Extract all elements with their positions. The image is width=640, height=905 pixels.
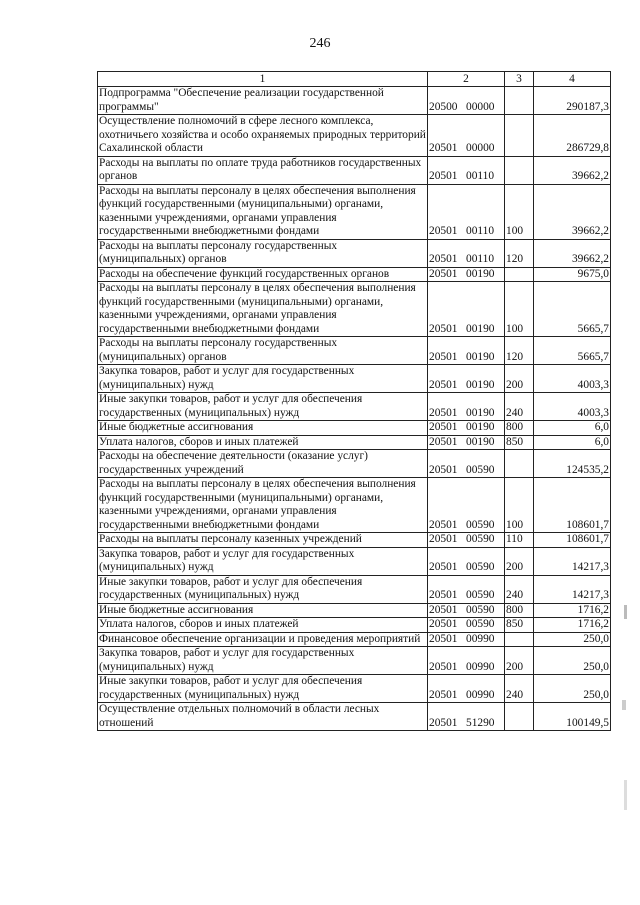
code-part-2: 00110 [466, 253, 495, 265]
table-row [98, 282, 611, 337]
row-code-cell [428, 365, 505, 393]
code-part-1: 20501 [429, 435, 458, 448]
row-code-cell [428, 575, 505, 603]
row-type-cell [505, 267, 534, 282]
row-code-cell [428, 421, 505, 436]
row-name-cell: Расходы на выплаты персоналу государственных (муниципальных) органов [98, 239, 428, 267]
row-amount-cell: 286729,8 [534, 115, 611, 157]
row-name-cell: Осуществление отдельных полномочий в области лесных отношений [98, 703, 428, 731]
code-part-2: 00590 [466, 533, 495, 545]
table-row [98, 87, 611, 115]
code-part-1: 20501 [429, 421, 458, 433]
row-name-cell: Финансовое обеспечение организации и проведения мероприятий [98, 632, 428, 647]
row-code-cell [428, 703, 505, 731]
row-type-cell [505, 703, 534, 731]
code-part-2: 00000 [466, 100, 495, 113]
table-row [98, 267, 611, 282]
code-part-1: 20501 [429, 378, 458, 391]
row-type-cell: 100 [505, 282, 534, 337]
row-amount-cell: 4003,3 [534, 393, 611, 421]
scan-artifact [624, 605, 627, 619]
column-header-amount: 4 [534, 72, 611, 87]
row-type-cell [505, 156, 534, 184]
table-row [98, 239, 611, 267]
row-code-cell [428, 156, 505, 184]
scan-artifact [624, 780, 627, 810]
row-amount-cell: 39662,2 [534, 239, 611, 267]
row-type-cell: 850 [505, 618, 534, 633]
table-row [98, 337, 611, 365]
column-header-name: 1 [98, 72, 428, 87]
row-type-cell: 120 [505, 337, 534, 365]
code-part-2: 00190 [466, 421, 495, 433]
column-header-code: 2 [428, 72, 505, 87]
code-part-2: 00990 [466, 688, 495, 701]
row-amount-cell: 250,0 [534, 632, 611, 647]
row-type-cell [505, 87, 534, 115]
table-row [98, 156, 611, 184]
scan-artifact [622, 700, 626, 710]
code-part-1: 20501 [429, 660, 458, 673]
row-name-cell: Подпрограмма "Обеспечение реализации государственной программы" [98, 87, 428, 115]
row-name-cell: Уплата налогов, сборов и иных платежей [98, 435, 428, 450]
code-part-2: 00000 [466, 142, 495, 154]
row-name-cell: Иные закупки товаров, работ и услуг для обеспечения государственных (муниципальных) нужд [98, 675, 428, 703]
code-part-1: 20501 [429, 518, 458, 531]
row-code-cell [428, 533, 505, 548]
code-part-1: 20501 [429, 603, 458, 616]
row-amount-cell: 108601,7 [534, 478, 611, 533]
table-row [98, 675, 611, 703]
row-type-cell [505, 450, 534, 478]
code-part-1: 20501 [429, 170, 458, 182]
code-part-1: 20501 [429, 253, 458, 265]
row-code-cell [428, 393, 505, 421]
code-part-1: 20501 [429, 561, 458, 573]
row-amount-cell: 6,0 [534, 421, 611, 436]
column-header-type: 3 [505, 72, 534, 87]
row-type-cell: 100 [505, 478, 534, 533]
row-code-cell [428, 675, 505, 703]
code-part-2: 00590 [466, 561, 495, 573]
code-part-1: 20501 [429, 142, 458, 154]
row-name-cell: Расходы на выплаты персоналу в целях обеспечения выполнения функций государственными (муниципальными) органами, казенными учреждениями, органами управления государственными внебюджетными фондами [98, 184, 428, 239]
table-row [98, 575, 611, 603]
row-name-cell: Расходы на выплаты персоналу в целях обеспечения выполнения функций государственными (муниципальными) органами, казенными учреждениями, органами управления государственными внебюджетными фондами [98, 282, 428, 337]
row-name-cell: Иные бюджетные ассигнования [98, 603, 428, 618]
code-part-1: 20501 [429, 533, 458, 545]
code-part-1: 20501 [429, 589, 458, 601]
table-row [98, 533, 611, 548]
table-row [98, 618, 611, 633]
row-code-cell [428, 239, 505, 267]
row-type-cell: 120 [505, 239, 534, 267]
row-code-cell [428, 282, 505, 337]
table-row [98, 184, 611, 239]
row-name-cell: Иные закупки товаров, работ и услуг для обеспечения государственных (муниципальных) нужд [98, 393, 428, 421]
row-type-cell: 800 [505, 421, 534, 436]
row-type-cell: 200 [505, 365, 534, 393]
row-name-cell: Уплата налогов, сборов и иных платежей [98, 618, 428, 633]
code-part-2: 00990 [466, 632, 495, 645]
row-type-cell [505, 115, 534, 157]
code-part-2: 00190 [466, 378, 495, 391]
row-amount-cell: 39662,2 [534, 156, 611, 184]
table-row [98, 603, 611, 618]
code-part-1: 20501 [429, 406, 458, 419]
row-type-cell: 240 [505, 575, 534, 603]
row-name-cell: Иные бюджетные ассигнования [98, 421, 428, 436]
table-row [98, 115, 611, 157]
row-amount-cell: 39662,2 [534, 184, 611, 239]
row-name-cell: Закупка товаров, работ и услуг для государственных (муниципальных) нужд [98, 365, 428, 393]
code-part-1: 20501 [429, 350, 458, 363]
row-name-cell: Иные закупки товаров, работ и услуг для обеспечения государственных (муниципальных) нужд [98, 575, 428, 603]
code-part-1: 20501 [429, 618, 458, 630]
code-part-2: 51290 [466, 716, 495, 729]
table-row [98, 547, 611, 575]
table-row [98, 703, 611, 731]
row-name-cell: Расходы на обеспечение функций государственных органов [98, 267, 428, 282]
row-name-cell: Расходы на выплаты персоналу казенных учреждений [98, 533, 428, 548]
row-type-cell: 800 [505, 603, 534, 618]
code-part-1: 20501 [429, 225, 458, 237]
table-row [98, 435, 611, 450]
row-code-cell [428, 450, 505, 478]
row-code-cell [428, 632, 505, 647]
row-type-cell: 100 [505, 184, 534, 239]
row-code-cell [428, 618, 505, 633]
row-amount-cell: 9675,0 [534, 267, 611, 282]
table-row [98, 632, 611, 647]
row-amount-cell: 5665,7 [534, 282, 611, 337]
row-type-cell: 240 [505, 393, 534, 421]
row-name-cell: Расходы на обеспечение деятельности (оказание услуг) государственных учреждений [98, 450, 428, 478]
row-code-cell [428, 435, 505, 450]
row-type-cell: 240 [505, 675, 534, 703]
row-amount-cell: 124535,2 [534, 450, 611, 478]
row-name-cell: Расходы на выплаты персоналу в целях обеспечения выполнения функций государственными (муниципальными) органами, казенными учреждениями, органами управления государственными внебюджетными фондами [98, 478, 428, 533]
row-code-cell [428, 603, 505, 618]
row-code-cell [428, 478, 505, 533]
row-amount-cell: 250,0 [534, 647, 611, 675]
row-code-cell [428, 87, 505, 115]
table-row [98, 393, 611, 421]
row-code-cell [428, 337, 505, 365]
row-name-cell: Расходы на выплаты персоналу государственных (муниципальных) органов [98, 337, 428, 365]
table-header-row [98, 72, 611, 87]
row-amount-cell: 1716,2 [534, 603, 611, 618]
table-row [98, 421, 611, 436]
code-part-1: 20501 [429, 716, 458, 729]
row-amount-cell: 1716,2 [534, 618, 611, 633]
row-name-cell: Закупка товаров, работ и услуг для государственных (муниципальных) нужд [98, 547, 428, 575]
code-part-2: 00590 [466, 618, 495, 630]
code-part-2: 00190 [466, 350, 495, 363]
row-type-cell: 110 [505, 533, 534, 548]
row-code-cell [428, 115, 505, 157]
row-code-cell [428, 647, 505, 675]
code-part-1: 20501 [429, 688, 458, 701]
row-amount-cell: 4003,3 [534, 365, 611, 393]
row-amount-cell: 14217,3 [534, 575, 611, 603]
row-code-cell [428, 267, 505, 282]
code-part-2: 00590 [466, 463, 495, 476]
page-number: 246 [309, 36, 331, 51]
code-part-1: 20501 [429, 267, 458, 280]
code-part-2: 00590 [466, 518, 495, 531]
row-name-cell: Осуществление полномочий в сфере лесного комплекса, охотничьего хозяйства и особо охраняемых природных территорий Сахалинской области [99, 115, 426, 154]
row-amount-cell: 100149,5 [534, 703, 611, 731]
code-part-2: 00110 [466, 170, 495, 182]
row-type-cell [505, 632, 534, 647]
budget-table [97, 71, 611, 731]
row-name-cell: Расходы на выплаты по оплате труда работников государственных органов [98, 156, 428, 184]
row-type-cell: 850 [505, 435, 534, 450]
row-code-cell [428, 547, 505, 575]
code-part-1: 20501 [429, 322, 458, 335]
row-name-cell: Закупка товаров, работ и услуг для государственных (муниципальных) нужд [98, 647, 428, 675]
table-row [98, 478, 611, 533]
code-part-2: 00990 [466, 660, 495, 673]
row-amount-cell: 108601,7 [534, 533, 611, 548]
row-amount-cell: 6,0 [534, 435, 611, 450]
code-part-1: 20501 [429, 463, 458, 476]
row-amount-cell: 290187,3 [534, 87, 611, 115]
row-amount-cell: 5665,7 [534, 337, 611, 365]
table-row [98, 450, 611, 478]
code-part-2: 00590 [466, 589, 495, 601]
code-part-1: 20500 [429, 100, 458, 113]
code-part-2: 00190 [466, 406, 495, 419]
row-type-cell: 200 [505, 647, 534, 675]
row-amount-cell: 250,0 [534, 675, 611, 703]
code-part-2: 00190 [466, 435, 495, 448]
table-row [98, 365, 611, 393]
code-part-2: 00190 [466, 322, 495, 335]
code-part-2: 00590 [466, 603, 495, 616]
row-code-cell [428, 184, 505, 239]
row-type-cell: 200 [505, 547, 534, 575]
code-part-2: 00190 [466, 267, 495, 280]
table-row [98, 647, 611, 675]
row-amount-cell: 14217,3 [534, 547, 611, 575]
code-part-2: 00110 [466, 225, 495, 237]
code-part-1: 20501 [429, 632, 458, 645]
